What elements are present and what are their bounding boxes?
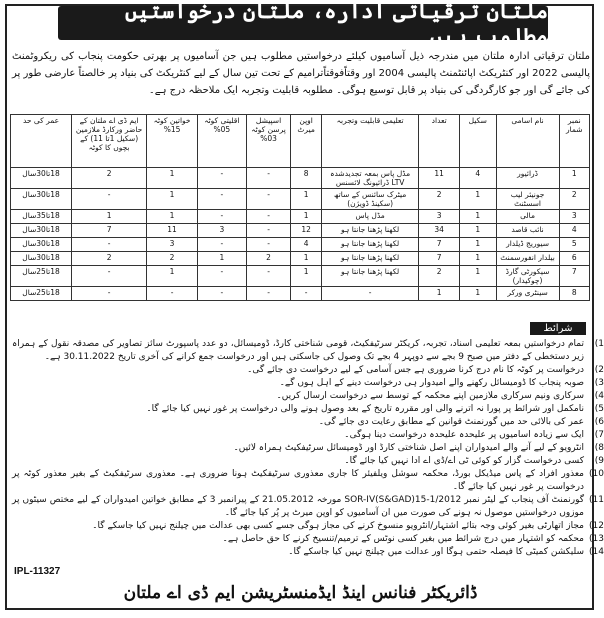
table-cell: 2	[419, 189, 460, 210]
condition-text: محکمہ کو اشتہار میں درج شرائط میں بغیر کسی نوٹس کے ترمیم/تنسیخ کرنے کا حق حاصل ہے۔	[222, 534, 584, 544]
table-cell: 7	[419, 238, 460, 252]
header-employee-children-quota: ایم ڈی اے ملتان کے حاضر ورکارڈ ملازمین (سکیل 1تا 11) کے بچوں کا کوٹہ	[72, 115, 147, 168]
table-cell: -	[246, 210, 291, 224]
table-cell: لکھنا پڑھنا جانتا ہو	[321, 266, 419, 287]
condition-number: 7)	[594, 430, 604, 440]
table-cell: لکھنا پڑھنا جانتا ہو	[321, 224, 419, 238]
table-row	[11, 189, 590, 210]
table-cell: 2	[147, 252, 198, 266]
table-cell: 7	[559, 266, 589, 287]
table-cell: سیوریج ڈیلدار	[496, 238, 559, 252]
table-cell: -	[72, 189, 147, 210]
table-cell: جونیئر لیب اسسٹنٹ	[496, 189, 559, 210]
table-cell: -	[72, 287, 147, 301]
table-cell: -	[246, 168, 291, 189]
condition-text: معذور افراد کے پاس میڈیکل بورڈ، محکمہ سوشل ویلفیئر کا جاری معذوری سرٹیفکیٹ ہونا ضروری ہے۔ معذوری سرٹیفکیٹ کے بغیر معذور کوٹہ پر درخواست پر غور نہیں کیا جائے گا۔	[12, 469, 584, 492]
table-cell: -	[246, 238, 291, 252]
table-cell: 18تا30سال	[11, 238, 72, 252]
table-cell: ڈرائیور	[496, 168, 559, 189]
table-cell: 4	[559, 224, 589, 238]
table-cell: 18تا35سال	[11, 210, 72, 224]
conditions-list	[12, 338, 604, 559]
condition-text: ایک سے زیادہ اسامیوں پر علیحدہ علیحدہ درخواست دینا ہوگی۔	[344, 430, 584, 440]
table-cell: 7	[419, 252, 460, 266]
condition-number: 1)	[594, 339, 604, 349]
condition-text: انٹرویو کے لیے آنے والے امیدواران اپنے اصل شناختی کارڈ اور ڈومیسائل سرٹیفکیٹ ہمراہ لائیں۔	[233, 443, 584, 453]
table-cell: 3	[197, 224, 246, 238]
table-cell: -	[246, 287, 291, 301]
header-count: تعداد	[419, 115, 460, 168]
table-cell: لکھنا پڑھنا جانتا ہو	[321, 252, 419, 266]
table-cell: 1	[460, 238, 497, 252]
table-header-row	[11, 115, 590, 168]
table-cell: 8	[559, 287, 589, 301]
header-serial: نمبر شمار	[559, 115, 589, 168]
table-cell: -	[197, 210, 246, 224]
table-cell: 3	[147, 238, 198, 252]
page-title: ملتان ترقیاتی ادارہ، ملتان درخواستیں مطلوب ہیں	[125, 0, 548, 48]
title-banner	[58, 0, 548, 48]
table-cell: 3	[559, 210, 589, 224]
condition-item	[12, 403, 604, 416]
vacancies-table	[10, 114, 590, 301]
table-cell: 1	[460, 210, 497, 224]
header-women-quota: خواتین کوٹہ 15%	[147, 115, 198, 168]
table-cell: 1	[147, 168, 198, 189]
table-cell: -	[147, 287, 198, 301]
table-cell: -	[197, 287, 246, 301]
condition-number: 13)	[589, 534, 604, 544]
table-cell: 1	[147, 210, 198, 224]
table-cell: 1	[460, 287, 497, 301]
conditions-heading: شرائط	[530, 322, 586, 335]
condition-item	[12, 468, 604, 494]
table-cell: 4	[291, 238, 321, 252]
table-cell: -	[291, 287, 321, 301]
footer-signature: ڈائریکٹر فنانس اینڈ ایڈمنسٹریشن ایم ڈی اے ملتان	[123, 583, 478, 603]
condition-text: تمام درخواستیں بمعہ تعلیمی اسناد، تجربہ، کریکٹر سرٹیفکیٹ، قومی شناختی کارڈ، ڈومیسائل، دو عدد پاسپورٹ سائز تصاویر کی مصدقہ نقول کے ہمراہ زیر دستخطی کے دفتر میں صبح 9 بجے سے دوپہر 4 بجے تک وصول کی جاسکتی ہیں اور درخواست جمع کرانے کی آخری تاریخ 30.11.2022 ہے۔	[12, 339, 584, 362]
table-row	[11, 238, 590, 252]
table-cell: 1	[72, 210, 147, 224]
condition-text: مجاز اتھارٹی بغیر کوئی وجہ بتائے اشتہار/انٹرویو منسوخ کرنے کی مجاز ہوگی جسے کسی بھی عدالت میں چیلنج نہیں کیا جاسکے گا۔	[92, 521, 584, 531]
table-cell: 7	[72, 224, 147, 238]
table-cell: 18تا25سال	[11, 266, 72, 287]
table-cell: 18تا25سال	[11, 287, 72, 301]
table-cell: لکھنا پڑھنا جانتا ہو	[321, 238, 419, 252]
table-cell: -	[72, 238, 147, 252]
table-cell: -	[197, 238, 246, 252]
condition-number: 14)	[589, 547, 604, 557]
table-cell: 1	[460, 252, 497, 266]
table-cell: 1	[460, 224, 497, 238]
table-cell: 2	[72, 168, 147, 189]
table-cell: 8	[291, 168, 321, 189]
table-cell: 2	[246, 252, 291, 266]
condition-text: نامکمل اور شرائط پر پورا نہ اترنے والی اور مقررہ تاریخ کے بعد وصول ہونے والی درخواست پر غور نہیں کیا جائے گا۔	[146, 404, 584, 414]
condition-number: 4)	[594, 391, 604, 401]
condition-number: 8)	[594, 443, 604, 453]
condition-item	[12, 533, 604, 546]
condition-text: درخواست پر کوٹہ کا نام درج کرنا ضروری ہے جس آسامی کے لیے درخواست دی جائے گی۔	[247, 365, 584, 375]
table-cell: -	[72, 266, 147, 287]
table-cell: 1	[460, 266, 497, 287]
table-cell: 12	[291, 224, 321, 238]
condition-item	[12, 546, 604, 559]
condition-item	[12, 364, 604, 377]
table-cell: -	[197, 266, 246, 287]
condition-number: 11)	[589, 495, 604, 505]
table-cell: -	[197, 189, 246, 210]
ipl-code: IPL-11327	[14, 566, 61, 577]
header-minority-quota: اقلیتی کوٹہ 05%	[197, 115, 246, 168]
condition-item	[12, 455, 604, 468]
table-cell: 11	[147, 224, 198, 238]
table-cell: 2	[419, 266, 460, 287]
condition-item	[12, 442, 604, 455]
table-cell: 2	[72, 252, 147, 266]
condition-item	[12, 429, 604, 442]
table-cell: 5	[559, 238, 589, 252]
table-cell: 34	[419, 224, 460, 238]
condition-text: صوبہ پنجاب کا ڈومیسائل رکھنے والے امیدوار ہی درخواست دینے کے اہل ہوں گے۔	[279, 378, 584, 388]
header-special-quota: اسپیشل پرسن کوٹہ 03%	[246, 115, 291, 168]
table-cell: 2	[559, 189, 589, 210]
table-cell: بیلدار انفورسمنٹ	[496, 252, 559, 266]
table-cell: مڈل پاس	[321, 210, 419, 224]
condition-text: سرکاری ونیم سرکاری ملازمین اپنے محکمہ کے توسط سے درخواست ارسال کریں۔	[276, 391, 584, 401]
table-cell: سینٹری ورکر	[496, 287, 559, 301]
table-cell: -	[321, 287, 419, 301]
condition-text: کسی درخواست گزار کو کوئی ٹی اے/ڈی اے ادا نہیں کیا جائے گا۔	[344, 456, 584, 466]
table-row	[11, 168, 590, 189]
condition-number: 2)	[594, 365, 604, 375]
header-open-merit: اوپن میرٹ	[291, 115, 321, 168]
header-scale: سکیل	[460, 115, 497, 168]
table-cell: 1	[559, 168, 589, 189]
table-cell: 11	[419, 168, 460, 189]
table-cell: 1	[197, 252, 246, 266]
condition-text: سلیکشن کمیٹی کا فیصلہ حتمی ہوگا اور عدالت میں چیلنج نہیں کیا جاسکے گا۔	[288, 547, 584, 557]
table-cell: 1	[291, 266, 321, 287]
table-cell: 1	[291, 210, 321, 224]
condition-item	[12, 494, 604, 520]
table-cell: 1	[291, 252, 321, 266]
condition-item	[12, 416, 604, 429]
table-cell: 4	[460, 168, 497, 189]
condition-text: عمر کی بالائی حد میں گورنمنٹ قوانین کے مطابق رعایت دی جائے گی۔	[318, 417, 584, 427]
table-cell: 6	[559, 252, 589, 266]
header-post-name: نام اسامی	[496, 115, 559, 168]
table-cell: 18تا30سال	[11, 224, 72, 238]
condition-item	[12, 520, 604, 533]
condition-number: 5)	[594, 404, 604, 414]
table-cell: 3	[419, 210, 460, 224]
condition-item	[12, 338, 604, 364]
table-cell: -	[246, 266, 291, 287]
table-cell: 1	[419, 287, 460, 301]
table-cell: 1	[147, 266, 198, 287]
condition-number: 3)	[594, 378, 604, 388]
intro-paragraph: ملتان ترقیاتی ادارہ ملتان میں مندرجہ ذیل آسامیوں کیلئے درخواستیں مطلوب ہیں جن آسامیوں پر بھرتی حکومت پنجاب کی ریکروٹمنٹ پالیسی 2022 اور کنٹریکٹ اپائنٹمنٹ پالیسی 2004 اور وقتاًفوقتاًترامیم کے تحت تین سال کے لیے کنٹریکٹ کی بنیاد پر خالصتاً عارضی طور پر کی جائے گی اور جو کارگردگی کی بنیاد پر قابل توسیع ہوگی۔ مطلوبہ قابلیت وتجربہ ایک ملاحظہ درج ہے۔	[12, 51, 590, 96]
header-age-limit: عمر کی حد	[11, 115, 72, 168]
condition-number: 10)	[589, 469, 604, 479]
table-row	[11, 266, 590, 287]
table-cell: سیکورٹی گارڈ (چوکیدار)	[496, 266, 559, 287]
table-cell: -	[246, 189, 291, 210]
table-cell: 18تا30سال	[11, 189, 72, 210]
table-cell: 1	[460, 189, 497, 210]
table-cell: مالی	[496, 210, 559, 224]
table-cell: 1	[291, 189, 321, 210]
condition-item	[12, 390, 604, 403]
condition-number: 6)	[594, 417, 604, 427]
condition-number: 9)	[594, 456, 604, 466]
table-cell: -	[197, 168, 246, 189]
table-cell: 1	[147, 189, 198, 210]
table-cell: نائب قاصد	[496, 224, 559, 238]
table-cell: 18تا30سال	[11, 252, 72, 266]
table-row	[11, 224, 590, 238]
table-cell: میٹرک سائنس کے ساتھ (سکینڈ ڈویژن)	[321, 189, 419, 210]
header-qualification: تعلیمی قابلیت وتجربہ	[321, 115, 419, 168]
condition-item	[12, 377, 604, 390]
table-cell: -	[246, 224, 291, 238]
condition-number: 12)	[589, 521, 604, 531]
table-cell: 18تا30سال	[11, 168, 72, 189]
table-cell: مڈل پاس بمعہ تجدیدشدہ LTV ڈرائیونگ لائسنس	[321, 168, 419, 189]
table-row	[11, 252, 590, 266]
condition-text: گورنمنٹ آف پنجاب کے لیٹر نمبر SOR-IV(S&GAD)15-1/2012 مورخہ 21.05.2012 کے پیرانمبر 3 کے مطابق خواتین امیدواران کے لیے مختص سیٹوں پر موزوں درخواستیں موصول نہ ہونے کی صورت میں ان آسامیوں کو اوپن میرٹ پر پُر کیا جائے گا۔	[12, 495, 585, 518]
table-row	[11, 287, 590, 301]
table-row	[11, 210, 590, 224]
